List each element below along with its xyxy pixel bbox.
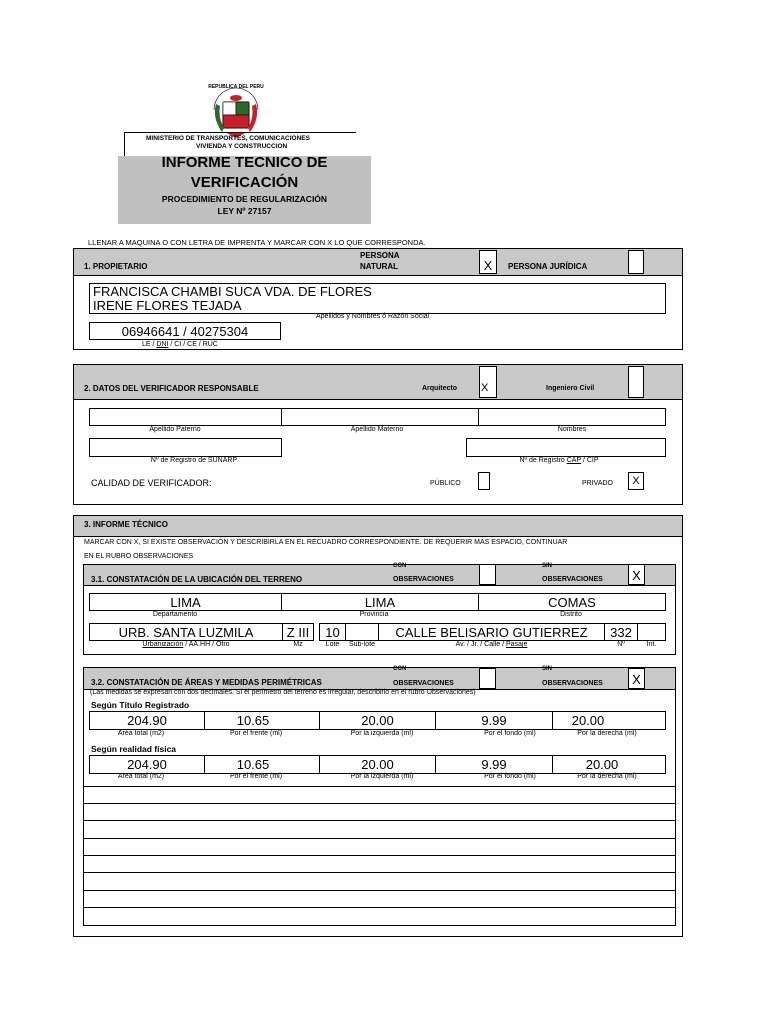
arquitecto-label: Arquitecto xyxy=(422,385,457,392)
owner-name-line2: IRENE FLORES TEJADA xyxy=(93,298,242,313)
section2-header-bar xyxy=(73,364,683,400)
page-title-line1: INFORME TECNICO DE xyxy=(161,154,328,171)
owner-name-caption: Apellidos y Nombres ó Razón Social xyxy=(316,313,430,320)
sub32-sin-checkbox[interactable]: X xyxy=(628,668,645,689)
sunarp-caption: Nº de Registro de SUNARP xyxy=(150,457,238,464)
fis-frente-caption: Por el frente (ml) xyxy=(229,773,283,780)
seal-text: REPUBLICA DEL PERU xyxy=(208,84,264,90)
subtitle: PROCEDIMIENTO DE REGULARIZACIÓN xyxy=(161,194,328,204)
observation-line[interactable] xyxy=(83,907,676,908)
departamento-caption: Departamento xyxy=(152,611,198,618)
section2-title: 2. DATOS DEL VERIFICADOR RESPONSABLE xyxy=(84,384,259,393)
fis-izquierda-caption: Por la izquierda (ml) xyxy=(350,773,414,780)
distrito-caption: Distrito xyxy=(560,611,582,618)
reg-area-value: 204.90 xyxy=(127,713,167,728)
fisica-label: Según realidad física xyxy=(91,744,177,754)
reg-area-caption: Area total (m2) xyxy=(117,730,165,737)
sub32-sin-obs-label: OBSERVACIONES xyxy=(542,680,603,687)
publico-checkbox[interactable] xyxy=(478,472,490,490)
sublote-field[interactable] xyxy=(345,623,379,641)
owner-doc-value: 06946641 / 40275304 xyxy=(121,324,249,339)
reg-derecha-value: 20.00 xyxy=(571,713,605,728)
apellido-materno-field[interactable] xyxy=(281,408,479,426)
nombres-field[interactable] xyxy=(478,408,666,426)
ingeniero-label: Ingeniero Civil xyxy=(546,385,595,392)
publico-label: PÚBLICO xyxy=(430,480,461,487)
juridica-label: PERSONA JURÍDICA xyxy=(508,262,588,271)
observation-line[interactable] xyxy=(83,890,676,891)
provincia-caption: Provincia xyxy=(359,611,389,618)
urbanizacion-caption: Urbanización / AA.HH / Otro xyxy=(142,641,230,648)
natural-label-2: NATURAL xyxy=(360,262,399,271)
calidad-label: CALIDAD DE VERIFICADOR: xyxy=(91,478,212,488)
section3-instruction-line1: MARCAR CON X, SI EXISTE OBSERVACIÓN Y DESCRIBIRLA EN EL RECUADRO CORRESPONDIENTE. DE REQUERIR MAS ESPACIO, CONTINUAR xyxy=(84,539,568,546)
cap-cip-caption: Nº de Registro CAP / CIP xyxy=(519,457,599,464)
reg-izquierda-caption: Por la izquierda (ml) xyxy=(350,730,414,737)
sub32-con-checkbox[interactable] xyxy=(479,668,496,689)
reg-frente-value: 10.65 xyxy=(236,713,270,728)
observation-line[interactable] xyxy=(83,786,676,787)
sublote-caption: Sub-lote xyxy=(348,641,376,648)
lote-value: 10 xyxy=(325,625,340,640)
juridica-checkbox[interactable] xyxy=(628,250,644,274)
privado-checkbox[interactable]: X xyxy=(628,472,644,490)
registrado-label: Según Título Registrado xyxy=(91,700,190,710)
owner-doc-caption: LE / DNI / CI / CE / RUC xyxy=(142,341,218,348)
interior-field[interactable] xyxy=(637,623,666,641)
fis-fondo-value: 9.99 xyxy=(481,757,507,772)
sub31-con-obs-label: OBSERVACIONES xyxy=(393,576,454,583)
observation-line[interactable] xyxy=(83,803,676,804)
calle-value: CALLE BELISARIO GUTIERREZ xyxy=(395,625,588,640)
nombres-caption: Nombres xyxy=(557,426,587,433)
reg-derecha-caption: Por la derecha (ml) xyxy=(577,730,637,737)
instruction-text: LLENAR A MAQUINA O CON LETRA DE IMPRENTA Y MARCAR CON X LO QUE CORRESPONDA. xyxy=(88,238,426,247)
privado-label: PRIVADO xyxy=(582,480,613,487)
apellido-paterno-caption: Apellido Paterno xyxy=(149,426,201,433)
sub31-sin-obs-label: OBSERVACIONES xyxy=(542,576,603,583)
ministry-line1: MINISTERIO DE TRANSPORTES, COMUNICACIONES xyxy=(146,135,310,142)
fis-area-value: 204.90 xyxy=(127,757,167,772)
lote-caption: Lote xyxy=(325,641,340,648)
sub31-sin-checkbox[interactable]: X xyxy=(628,564,645,585)
calle-caption: Av. / Jr. / Calle / Pasaje xyxy=(455,641,528,648)
fis-derecha-value: 20.00 xyxy=(585,757,619,772)
mz-caption: Mz xyxy=(293,641,303,648)
sub32-title: 3.2. CONSTATACIÓN DE ÁREAS Y MEDIDAS PERIMÉTRICAS xyxy=(91,678,322,687)
sunarp-field[interactable] xyxy=(89,438,282,457)
apellido-materno-caption: Apellido Materno xyxy=(350,426,404,433)
fis-derecha-caption: Por la derecha (ml) xyxy=(577,773,637,780)
cap-cip-field[interactable] xyxy=(466,438,666,457)
reg-fondo-caption: Por el fondo (ml) xyxy=(484,730,536,737)
law-number: LEY Nº 27157 xyxy=(217,206,272,216)
interior-caption: Int. xyxy=(646,641,657,648)
reg-frente-caption: Por el frente (ml) xyxy=(229,730,283,737)
observation-line[interactable] xyxy=(83,838,676,839)
section1-title: 1. PROPIETARIO xyxy=(84,262,148,271)
sub32-con-obs-label: OBSERVACIONES xyxy=(393,680,454,687)
owner-name-line1: FRANCISCA CHAMBI SUCA VDA. DE FLORES xyxy=(93,284,372,299)
observation-line[interactable] xyxy=(83,855,676,856)
arquitecto-checkbox[interactable]: X xyxy=(479,366,497,398)
sub31-con-checkbox[interactable] xyxy=(479,564,496,585)
ministry-line2: VIVIENDA Y CONSTRUCCION xyxy=(196,143,288,150)
section3-instruction-line2: EN EL RUBRO OBSERVACIONES xyxy=(84,553,194,560)
sub32-sin-label: SIN xyxy=(542,666,553,672)
provincia-value: LIMA xyxy=(364,595,396,610)
sub31-sin-label: SIN xyxy=(542,563,553,569)
fis-area-caption: Area total (m2) xyxy=(117,773,165,780)
ingeniero-checkbox[interactable] xyxy=(628,366,644,398)
fis-fondo-caption: Por el fondo (ml) xyxy=(484,773,536,780)
mz-value: Z III xyxy=(286,625,310,640)
natural-checkbox[interactable]: X xyxy=(479,250,497,274)
distrito-value: COMAS xyxy=(548,595,596,610)
departamento-value: LIMA xyxy=(170,595,201,610)
sub31-title: 3.1. CONSTATACIÓN DE LA UBICACIÓN DEL TERRENO xyxy=(91,575,303,584)
sub31-con-label: CON xyxy=(393,563,407,569)
page-title-line2: VERIFICACIÓN xyxy=(190,174,299,191)
reg-fondo-value: 9.99 xyxy=(481,713,507,728)
fis-izquierda-value: 20.00 xyxy=(361,757,394,772)
numero-caption: Nº xyxy=(617,641,625,648)
numero-value: 332 xyxy=(610,625,632,640)
sub32-con-label: CON xyxy=(393,666,407,672)
natural-label-1: PERSONA xyxy=(360,251,400,260)
observation-line[interactable] xyxy=(83,820,676,821)
reg-izquierda-value: 20.00 xyxy=(361,713,394,728)
observation-line[interactable] xyxy=(83,872,676,873)
sub32-note: (Las medidas se expresan con dos decimales. Si el perímetro del terreno es irregular, describirlo en el rubro Observaciones) xyxy=(90,689,476,696)
urbanizacion-value: URB. SANTA LUZMILA xyxy=(118,625,254,640)
apellido-paterno-field[interactable] xyxy=(89,408,282,426)
section3-title: 3. INFORME TÉCNICO xyxy=(84,520,169,529)
fis-frente-value: 10.65 xyxy=(236,757,270,772)
